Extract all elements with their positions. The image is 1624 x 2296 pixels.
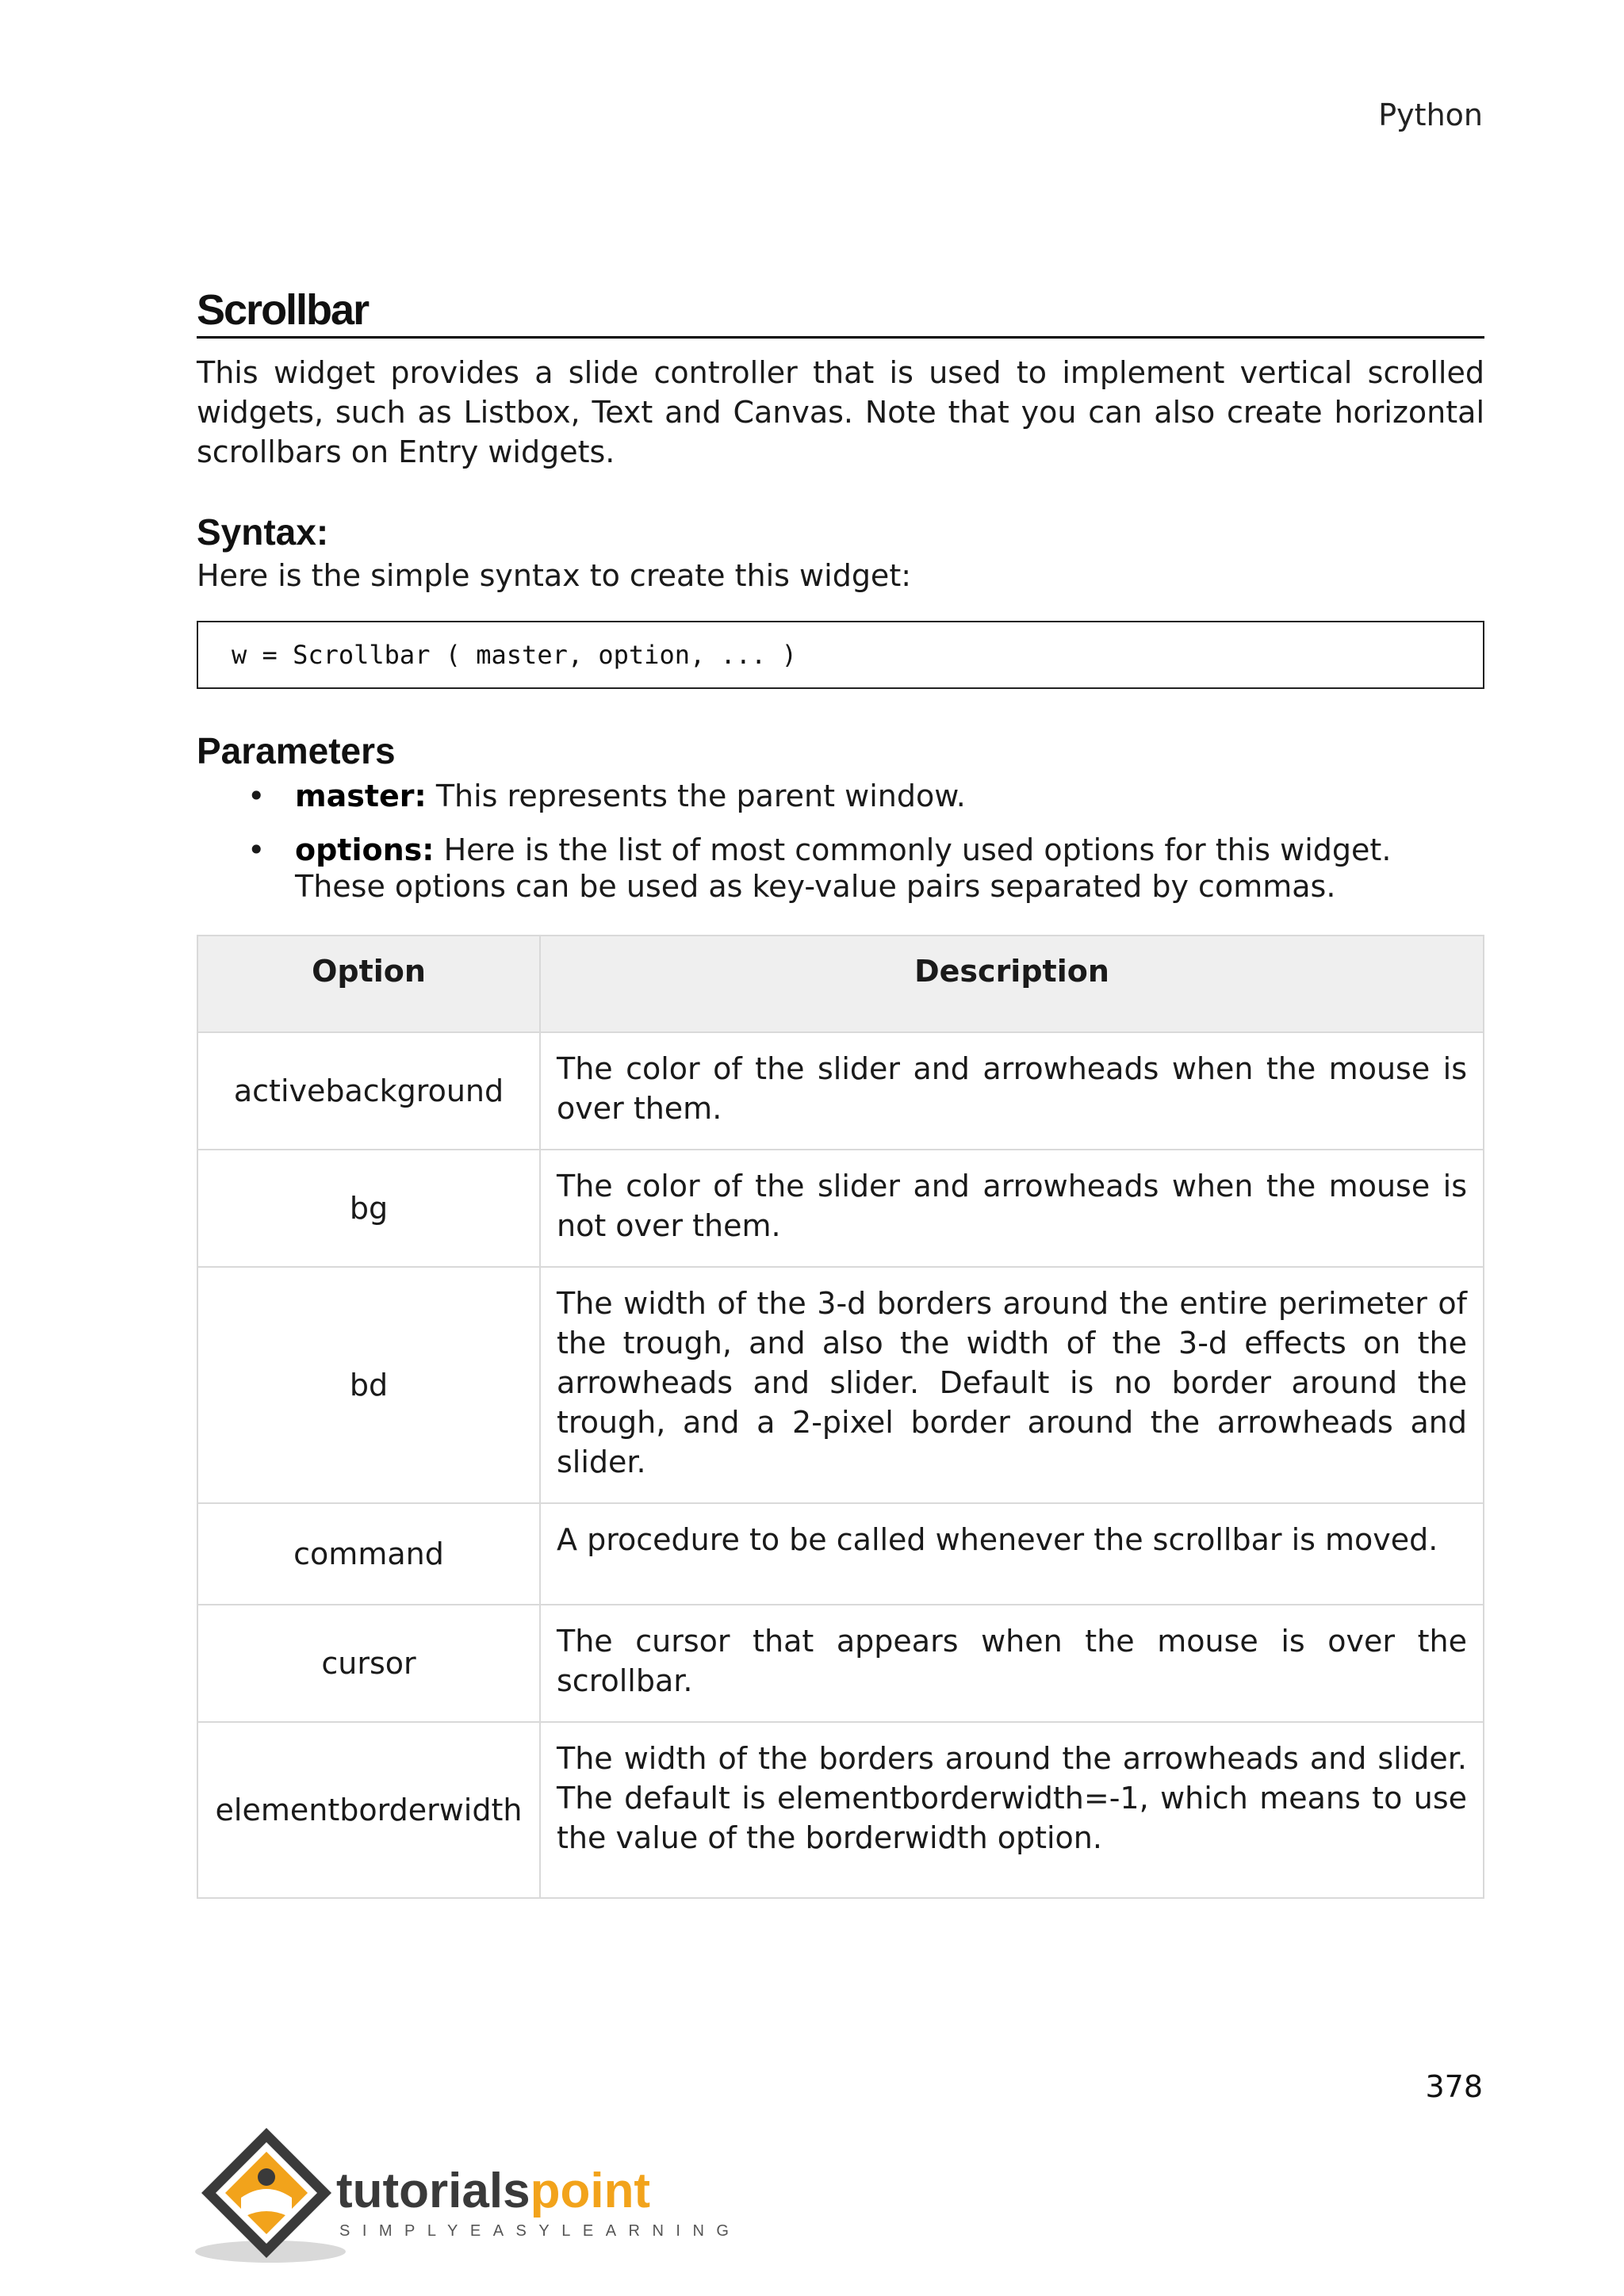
parameters-list bbox=[197, 778, 1484, 905]
column-header-description: Description bbox=[540, 936, 1484, 1032]
table-row bbox=[197, 1032, 1484, 1150]
table-row bbox=[197, 1605, 1484, 1722]
section-intro: This widget provides a slide controller that is used to implement vertical scrolled widgets, such as Listbox, Text and Canvas. Note that you can also create horizontal scrollbars on Entry widgets. bbox=[197, 355, 1484, 469]
description-cell: The color of the slider and arrowheads when the mouse is not over them. bbox=[540, 1150, 1484, 1267]
logo-tagline: SIMPLYEASYLEARNING bbox=[339, 2222, 741, 2240]
param-term: options: bbox=[295, 832, 435, 867]
option-cell: command bbox=[197, 1503, 540, 1605]
list-item bbox=[197, 778, 1484, 814]
syntax-code: w = Scrollbar ( master, option, ... ) bbox=[232, 640, 797, 670]
description-cell: The color of the slider and arrowheads when the mouse is over them. bbox=[540, 1032, 1484, 1150]
table-row bbox=[197, 1722, 1484, 1898]
parameters-heading: Parameters bbox=[197, 730, 396, 771]
section-title: Scrollbar bbox=[197, 285, 1484, 339]
option-cell: bg bbox=[197, 1150, 540, 1267]
param-text: This represents the parent window. bbox=[426, 779, 966, 813]
page-content bbox=[197, 285, 1484, 1899]
list-item bbox=[197, 832, 1484, 905]
tutorialspoint-logo bbox=[195, 2125, 741, 2267]
syntax-lead: Here is the simple syntax to create this widget: bbox=[197, 558, 912, 593]
description-cell: The width of the 3-d borders around the entire perimeter of the trough, and also the width of the 3-d effects on the arrowheads and slider. Default is no border around the trough, and a 2-pixel border around the arrowheads and slider. bbox=[540, 1267, 1484, 1503]
description-cell: The width of the borders around the arrowheads and slider. The default is elementborderwidth=-1, which means to use the value of the borderwidth option. bbox=[540, 1722, 1484, 1898]
table-row bbox=[197, 1267, 1484, 1503]
running-header: Python bbox=[1378, 98, 1483, 132]
option-cell: elementborderwidth bbox=[197, 1722, 540, 1898]
table-header-row bbox=[197, 936, 1484, 1032]
description-cell: The cursor that appears when the mouse is over the scrollbar. bbox=[540, 1605, 1484, 1722]
column-header-option: Option bbox=[197, 936, 540, 1032]
option-cell: cursor bbox=[197, 1605, 540, 1722]
param-term: master: bbox=[295, 779, 427, 813]
param-text: Here is the list of most commonly used options for this widget. These options can be used as key-value pairs separated by commas. bbox=[295, 832, 1392, 904]
bullet-icon: • bbox=[247, 779, 266, 813]
table-row bbox=[197, 1503, 1484, 1605]
syntax-code-block bbox=[197, 621, 1484, 689]
syntax-heading: Syntax: bbox=[197, 511, 329, 553]
options-table bbox=[197, 935, 1484, 1899]
option-cell: activebackground bbox=[197, 1032, 540, 1150]
description-cell: A procedure to be called whenever the scrollbar is moved. bbox=[540, 1503, 1484, 1605]
bullet-icon: • bbox=[247, 832, 266, 867]
page-number: 378 bbox=[1425, 2069, 1483, 2104]
logo-wordmark: tutorialspoint bbox=[336, 2164, 651, 2218]
table-row bbox=[197, 1150, 1484, 1267]
option-cell: bd bbox=[197, 1267, 540, 1503]
